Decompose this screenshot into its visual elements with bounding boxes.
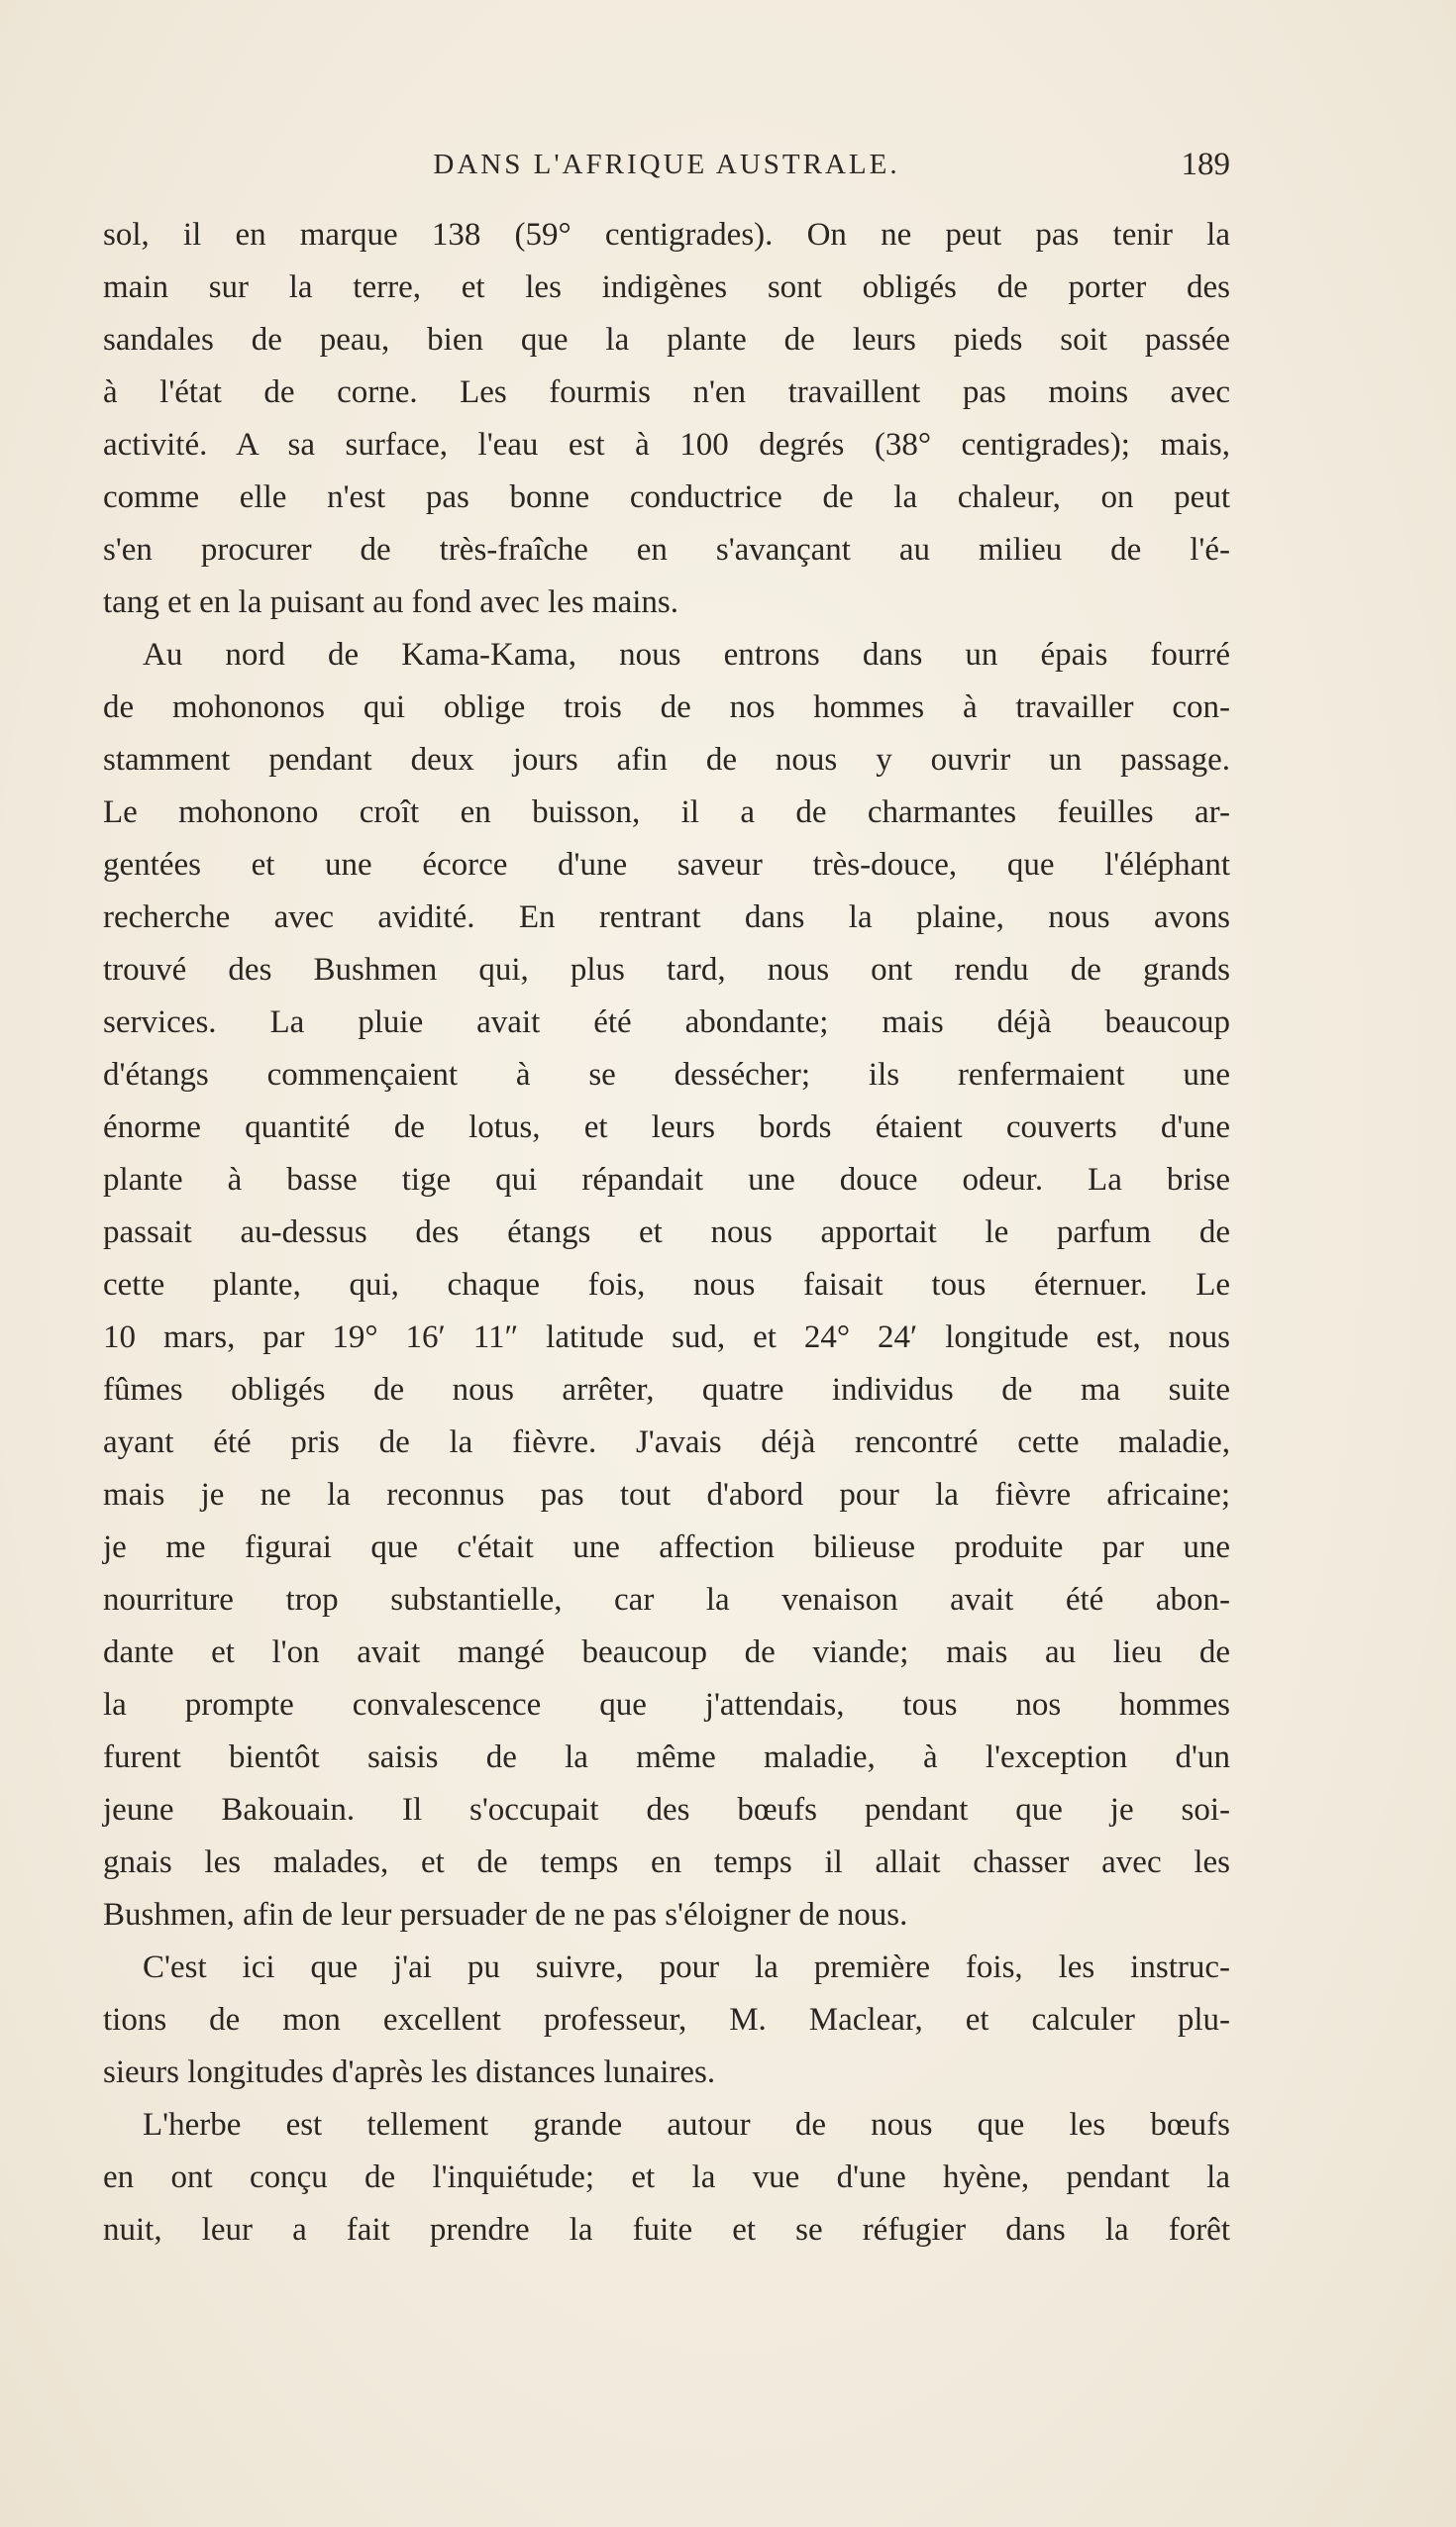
text-line: nourriture trop substantielle, car la venaison avait été abon-: [103, 1582, 1230, 1618]
text-line: Au nord de Kama-Kama, nous entrons dans un épais fourré: [143, 637, 1230, 673]
text-line: s'en procurer de très-fraîche en s'avançant au milieu de l'é-: [103, 532, 1230, 568]
text-line: tions de mon excellent professeur, M. Maclear, et calculer plu-: [103, 2002, 1230, 2038]
text-line: je me figurai que c'était une affection bilieuse produite par une: [103, 1529, 1230, 1565]
text-line: furent bientôt saisis de la même maladie, à l'exception d'un: [103, 1739, 1230, 1775]
text-line: sieurs longitudes d'après les distances lunaires.: [103, 2054, 716, 2090]
text-line: recherche avec avidité. En rentrant dans la plaine, nous avons: [103, 899, 1230, 935]
text-line: gnais les malades, et de temps en temps il allait chasser avec les: [103, 1844, 1230, 1880]
text-line: comme elle n'est pas bonne conductrice de la chaleur, on peut: [103, 479, 1230, 515]
text-line: la prompte convalescence que j'attendais, tous nos hommes: [103, 1687, 1230, 1723]
text-line: activité. A sa surface, l'eau est à 100 degrés (38° centigrades); mais,: [103, 427, 1230, 463]
text-line: ayant été pris de la fièvre. J'avais déjà rencontré cette maladie,: [103, 1424, 1230, 1460]
text-line: de mohononos qui oblige trois de nos hommes à travailler con-: [103, 689, 1230, 725]
text-line: C'est ici que j'ai pu suivre, pour la première fois, les instruc-: [143, 1949, 1230, 1985]
page-number: 189: [1181, 147, 1230, 182]
text-line: en ont conçu de l'inquiétude; et la vue d'une hyène, pendant la: [103, 2159, 1230, 2195]
text-line: énorme quantité de lotus, et leurs bords étaient couverts d'une: [103, 1109, 1230, 1145]
text-line: mais je ne la reconnus pas tout d'abord pour la fièvre africaine;: [103, 1477, 1230, 1513]
text-line: fûmes obligés de nous arrêter, quatre individus de ma suite: [103, 1372, 1230, 1408]
text-line: à l'état de corne. Les fourmis n'en travaillent pas moins avec: [103, 374, 1230, 410]
text-line: stamment pendant deux jours afin de nous y ouvrir un passage.: [103, 742, 1230, 778]
text-line: d'étangs commençaient à se dessécher; ils renfermaient une: [103, 1057, 1230, 1093]
text-line: dante et l'on avait mangé beaucoup de viande; mais au lieu de: [103, 1634, 1230, 1670]
text-line: Le mohonono croît en buisson, il a de charmantes feuilles ar-: [103, 794, 1230, 830]
text-line: plante à basse tige qui répandait une douce odeur. La brise: [103, 1162, 1230, 1198]
text-line: Bushmen, afin de leur persuader de ne pas s'éloigner de nous.: [103, 1897, 908, 1933]
text-line: cette plante, qui, chaque fois, nous faisait tous éternuer. Le: [103, 1267, 1230, 1303]
running-head: [103, 145, 1230, 184]
text-line: tang et en la puisant au fond avec les mains.: [103, 584, 678, 620]
running-title: DANS L'AFRIQUE AUSTRALE.: [433, 149, 900, 180]
text-line: passait au-dessus des étangs et nous apportait le parfum de: [103, 1214, 1230, 1250]
text-line: sol, il en marque 138 (59° centigrades). On ne peut pas tenir la: [103, 217, 1230, 253]
text-line: 10 mars, par 19° 16′ 11″ latitude sud, et 24° 24′ longitude est, nous: [103, 1319, 1230, 1355]
text-line: nuit, leur a fait prendre la fuite et se réfugier dans la forêt: [103, 2212, 1230, 2248]
text-line: gentées et une écorce d'une saveur très-douce, que l'éléphant: [103, 847, 1230, 883]
body-text: [103, 209, 1230, 2257]
text-line: L'herbe est tellement grande autour de nous que les bœufs: [143, 2107, 1230, 2143]
text-line: main sur la terre, et les indigènes sont obligés de porter des: [103, 269, 1230, 305]
text-line: services. La pluie avait été abondante; mais déjà beaucoup: [103, 1004, 1230, 1040]
text-line: trouvé des Bushmen qui, plus tard, nous ont rendu de grands: [103, 952, 1230, 988]
text-line: jeune Bakouain. Il s'occupait des bœufs pendant que je soi-: [103, 1792, 1230, 1828]
text-line: sandales de peau, bien que la plante de leurs pieds soit passée: [103, 322, 1230, 358]
